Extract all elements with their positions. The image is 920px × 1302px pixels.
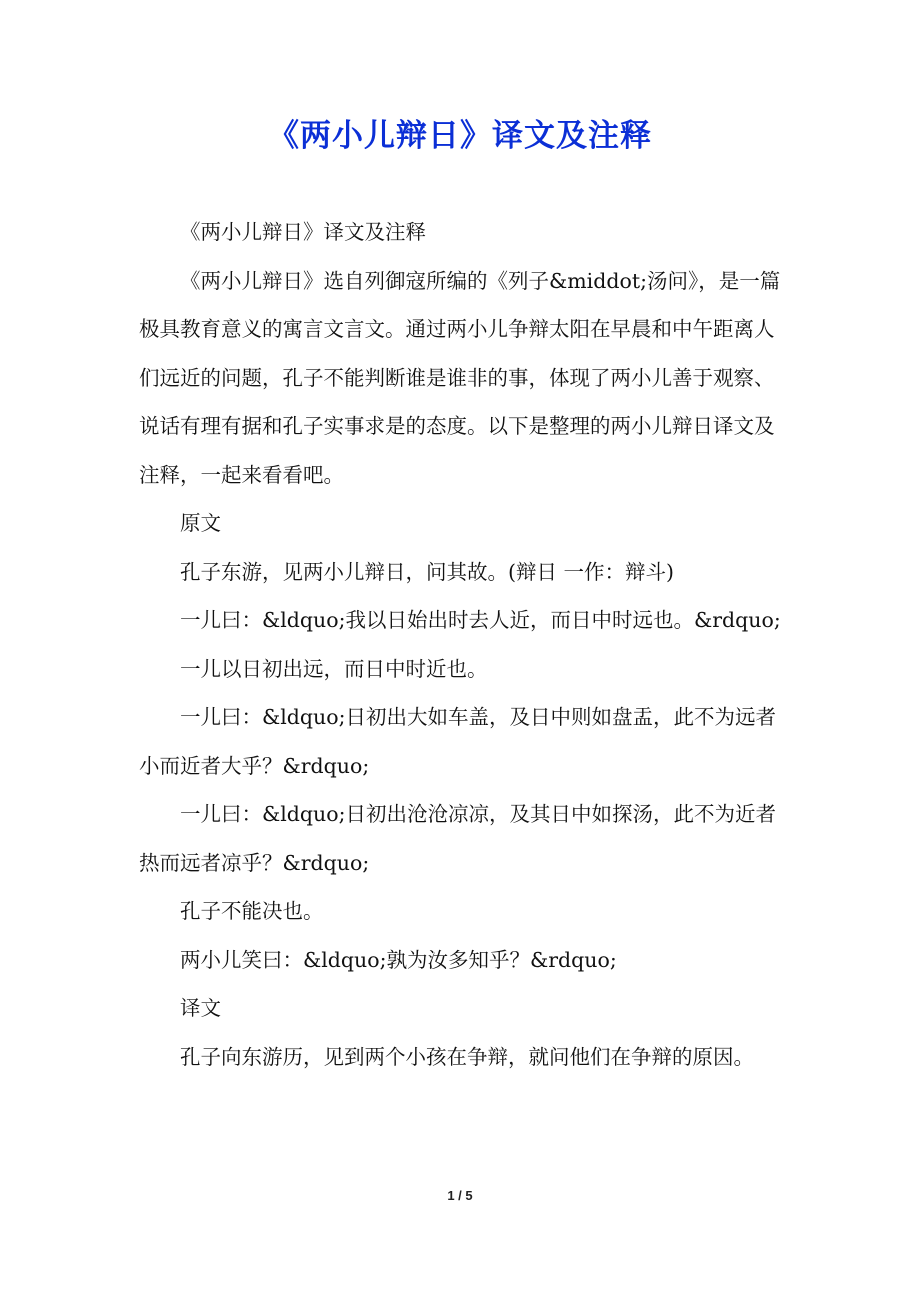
page-indicator: 1 / 5 [447,1188,473,1203]
paragraph-original-2: 一儿曰：&ldquo;我以日始出时去人近，而日中时远也。&rdquo; [180,608,781,632]
section-heading-original: 原文 [180,511,221,535]
paragraph-intro: 《两小儿辩日》选自列御寇所编的《列子&middot;汤问》，是一篇极具教育意义的寓言文言文。通过两小儿争辩太阳在早晨和中午距离人们远近的问题，孔子不能判断谁是谁非的事，体现了两小儿善于观察、说话有理有据和孔子实事求是的态度。以下是整理的两小儿辩日译文及注释，一起来看看吧。 [139,268,781,487]
section-heading-translation: 译文 [180,996,221,1020]
paragraph-translation-1: 孔子向东游历，见到两个小孩在争辩，就问他们在争辩的原因。 [180,1044,754,1069]
paragraph-original-7: 两小儿笑曰：&ldquo;孰为汝多知乎？&rdquo; [180,947,617,972]
document-body [139,208,787,1081]
paragraph-original-6: 孔子不能决也。 [180,899,324,923]
paragraph-original-5: 一儿曰：&ldquo;日初出沧沧凉凉，及其日中如探汤，此不为近者热而远者凉乎？&rdquo; [139,802,776,875]
document-title: 《两小儿辩日》译文及注释 [268,118,652,154]
paragraph-subtitle: 《两小儿辩日》译文及注释 [180,220,426,244]
paragraph-original-4: 一儿曰：&ldquo;日初出大如车盖，及日中则如盘盂，此不为远者小而近者大乎？&rdquo; [139,705,776,778]
paragraph-original-1: 孔子东游，见两小儿辩日，问其故。(辩日 一作：辩斗) [180,559,675,584]
paragraph-original-3: 一儿以日初出远，而日中时近也。 [180,656,488,681]
